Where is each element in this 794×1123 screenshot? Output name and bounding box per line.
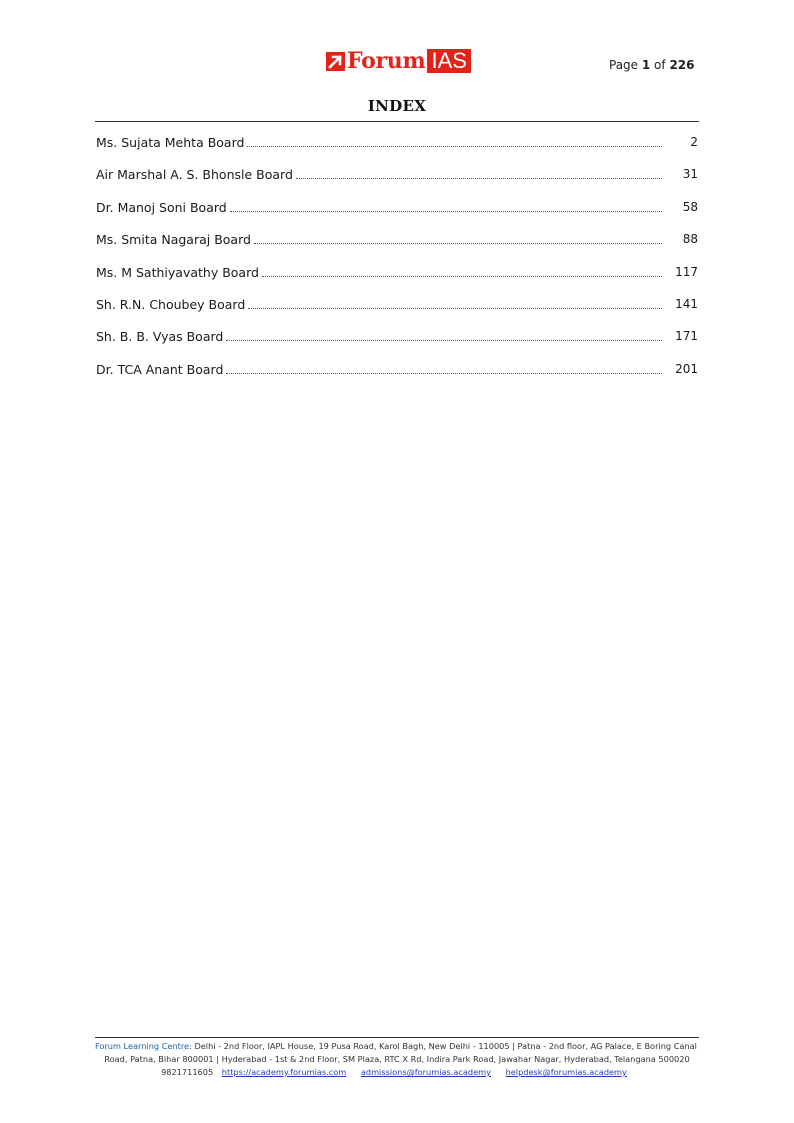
toc-entry[interactable] — [96, 231, 698, 263]
page-current: 1 — [641, 58, 651, 72]
toc-dot-leader — [226, 361, 662, 374]
toc-dot-leader — [254, 231, 662, 244]
footer-admissions-email-link[interactable]: admissions@forumias.academy — [360, 1067, 491, 1077]
footer-address-line-1 — [95, 1040, 699, 1053]
toc-entry[interactable] — [96, 134, 698, 166]
page-prefix: Page — [609, 58, 642, 72]
toc-entry-page[interactable]: 2 — [690, 135, 698, 149]
footer-contact-line — [95, 1066, 699, 1079]
toc-entry-page[interactable]: 141 — [675, 296, 698, 311]
footer-website-link[interactable]: https://academy.forumias.com — [221, 1067, 347, 1077]
toc-dot-leader — [226, 328, 662, 341]
toc-dot-leader — [247, 134, 662, 147]
toc-entry-title[interactable]: Ms. Sujata Mehta Board — [96, 134, 247, 151]
toc-entry-page[interactable]: 117 — [675, 264, 698, 279]
title-divider — [95, 121, 699, 122]
toc-entry-page[interactable]: 171 — [675, 329, 698, 344]
page-of: of — [650, 58, 670, 72]
arrow-icon — [326, 52, 345, 71]
toc-entry-title[interactable]: Air Marshal A. S. Bhonsle Board — [96, 166, 296, 183]
toc-dot-leader — [296, 166, 662, 179]
forumias-logo — [326, 48, 471, 74]
toc-entry-title[interactable]: Sh. B. B. Vyas Board — [96, 328, 226, 345]
page-number — [609, 58, 695, 72]
table-of-contents — [96, 134, 698, 393]
toc-entry-page[interactable]: 201 — [675, 361, 698, 376]
toc-entry-title[interactable]: Dr. Manoj Soni Board — [96, 199, 230, 216]
toc-entry[interactable] — [96, 328, 698, 360]
toc-entry-page[interactable]: 31 — [682, 167, 698, 182]
toc-entry[interactable] — [96, 199, 698, 231]
toc-dot-leader — [230, 199, 662, 212]
footer-centre-label: Forum Learning Centre: — [95, 1041, 192, 1051]
toc-dot-leader — [248, 296, 662, 309]
footer-helpdesk-email-link[interactable]: helpdesk@forumias.academy — [505, 1067, 627, 1077]
footer-address-1: Delhi - 2nd Floor, IAPL House, 19 Pusa Road, Karol Bagh, New Delhi - 110005 | Patna - 2nd floor, AG Palace, E Boring Canal — [191, 1041, 697, 1051]
footer-divider — [95, 1037, 699, 1038]
toc-entry[interactable] — [96, 361, 698, 393]
toc-dot-leader — [262, 264, 662, 277]
toc-entry[interactable] — [96, 296, 698, 328]
footer-address-line-2: Road, Patna, Bihar 800001 | Hyderabad - 1st & 2nd Floor, SM Plaza, RTC X Rd, Indira Park Road, Jawahar Nagar, Hyderabad, Telangana 500020 — [104, 1054, 690, 1064]
page-total: 226 — [669, 58, 695, 72]
toc-entry[interactable] — [96, 264, 698, 296]
toc-entry[interactable] — [96, 166, 698, 198]
toc-entry-title[interactable]: Ms. M Sathiyavathy Board — [96, 264, 262, 281]
footer — [95, 1040, 699, 1079]
index-title: INDEX — [367, 97, 427, 115]
toc-entry-title[interactable]: Sh. R.N. Choubey Board — [96, 296, 248, 313]
toc-entry-title[interactable]: Dr. TCA Anant Board — [96, 361, 226, 378]
logo-text-forum: Forum — [347, 48, 426, 74]
toc-entry-page[interactable]: 88 — [682, 232, 698, 247]
footer-phone: 9821711605 — [161, 1067, 214, 1077]
toc-entry-page[interactable]: 58 — [682, 199, 698, 214]
toc-entry-title[interactable]: Ms. Smita Nagaraj Board — [96, 231, 254, 248]
logo-text-ias: IAS — [427, 49, 470, 73]
